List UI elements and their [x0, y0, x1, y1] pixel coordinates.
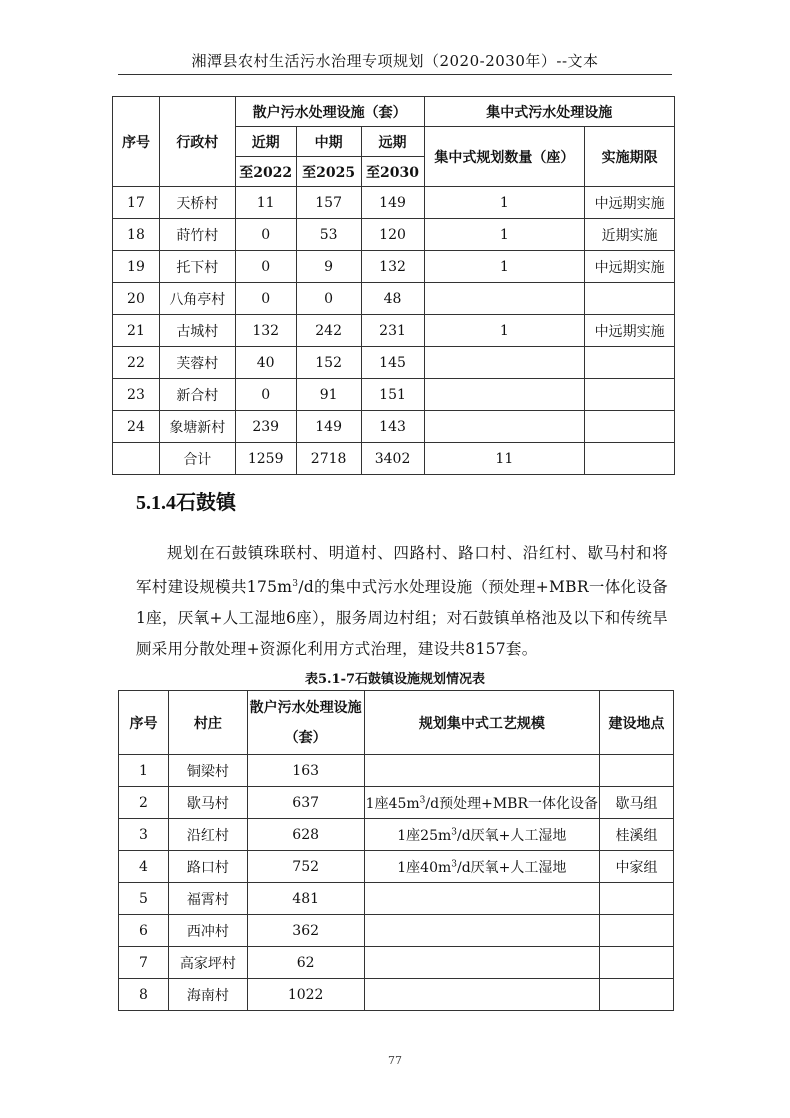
cell-units: 362: [247, 915, 364, 947]
cell-mid: 9: [296, 251, 361, 283]
process-p_post: /d预处理+MBR一体化设备: [425, 795, 598, 812]
cell-mid: 91: [296, 379, 361, 411]
total-near: 1259: [235, 443, 296, 475]
col-header-long-term: 远期: [361, 127, 424, 157]
cell-mid: 0: [296, 283, 361, 315]
col-header-village: 行政村: [159, 97, 235, 187]
process-p_pre: 1座45m: [365, 795, 420, 812]
col-header-near-term: 近期: [235, 127, 296, 157]
cell-process: [364, 915, 600, 947]
village-facility-table: [112, 96, 675, 475]
process-p_sup: 3: [451, 858, 457, 869]
cell-near: 0: [235, 219, 296, 251]
cell-site: [600, 755, 674, 787]
cell-near: 239: [235, 411, 296, 443]
table-caption: 表5.1-7石鼓镇设施规划情况表: [304, 672, 486, 687]
total-no: [113, 443, 160, 475]
cell-no: 21: [113, 315, 160, 347]
paragraph-text-end: /d的集中式污水处理设施（预处理+MBR一体化设备1座，厌氧+人工湿地6座），服务周边村组；对石鼓镇单格池及以下和传统旱厕采用分散处理+资源化利用方式治理，建设共8157套。: [136, 578, 668, 659]
header-divider: [118, 74, 672, 75]
cell-period: 中远期实施: [585, 251, 675, 283]
cell-far: 151: [361, 379, 424, 411]
table-row: [119, 819, 674, 851]
col-header-process: 规划集中式工艺规模: [364, 691, 600, 755]
process-p_post: /d厌氧+人工湿地: [456, 859, 567, 876]
cell-count: 1: [424, 251, 585, 283]
cell-no: 19: [113, 251, 160, 283]
table-row: [113, 283, 675, 315]
total-period: [585, 443, 675, 475]
cell-process: [364, 787, 600, 819]
process-p_post: /d厌氧+人工湿地: [456, 827, 567, 844]
cell-far: 231: [361, 315, 424, 347]
cell-site: [600, 947, 674, 979]
cell-process: [364, 979, 600, 1011]
table-row: [113, 251, 675, 283]
table-row: [119, 915, 674, 947]
cell-units: 62: [247, 947, 364, 979]
cell-count: 1: [424, 187, 585, 219]
cell-mid: 157: [296, 187, 361, 219]
cell-no: 23: [113, 379, 160, 411]
cell-no: 7: [119, 947, 169, 979]
section-paragraph: [136, 538, 668, 665]
cell-count: [424, 379, 585, 411]
cell-name: 象塘新村: [159, 411, 235, 443]
cell-name: 芙蓉村: [159, 347, 235, 379]
cell-count: 1: [424, 219, 585, 251]
cell-name: 天桥村: [159, 187, 235, 219]
cell-process: [364, 851, 600, 883]
cell-no: 3: [119, 819, 169, 851]
cell-period: 近期实施: [585, 219, 675, 251]
total-count: 11: [424, 443, 585, 475]
col-header-dispersed: 散户污水处理设施（套）: [235, 97, 424, 127]
cell-name: 高家坪村: [168, 947, 247, 979]
cell-mid: 152: [296, 347, 361, 379]
col-header-centralized: 集中式污水处理设施: [424, 97, 675, 127]
col-header-mid-year: 至2025: [296, 157, 361, 187]
cell-mid: 242: [296, 315, 361, 347]
cell-no: 8: [119, 979, 169, 1011]
cell-no: 20: [113, 283, 160, 315]
cell-count: [424, 283, 585, 315]
cell-units: 481: [247, 883, 364, 915]
total-label: 合计: [159, 443, 235, 475]
cell-name: 海南村: [168, 979, 247, 1011]
cell-far: 120: [361, 219, 424, 251]
table-row: [113, 347, 675, 379]
cell-process: [364, 755, 600, 787]
cell-no: 22: [113, 347, 160, 379]
col-header-count: 集中式规划数量（座）: [424, 127, 585, 187]
cell-process: [364, 947, 600, 979]
cell-no: 18: [113, 219, 160, 251]
table-row: [119, 947, 674, 979]
table-row: [119, 851, 674, 883]
shigu-facility-table: [118, 690, 674, 1011]
cell-name: 沿红村: [168, 819, 247, 851]
table-total-row: [113, 443, 675, 475]
col-header-dispersed-line2: （套）: [284, 729, 327, 746]
col-header-long-year: 至2030: [361, 157, 424, 187]
col-header-dispersed: [247, 691, 364, 755]
cell-site: [600, 979, 674, 1011]
cell-near: 0: [235, 251, 296, 283]
col-header-period: 实施期限: [585, 127, 675, 187]
cell-name: 新合村: [159, 379, 235, 411]
col-header-site: 建设地点: [600, 691, 674, 755]
cell-far: 132: [361, 251, 424, 283]
cell-far: 143: [361, 411, 424, 443]
col-header-dispersed-line1: 散户污水处理设施: [249, 699, 362, 716]
section-title: 5.1.4石鼓镇: [136, 492, 236, 514]
cell-no: 4: [119, 851, 169, 883]
col-header-no: 序号: [119, 691, 169, 755]
cell-units: 637: [247, 787, 364, 819]
cell-name: 歇马村: [168, 787, 247, 819]
cell-name: 古城村: [159, 315, 235, 347]
cell-name: 铜梁村: [168, 755, 247, 787]
cell-near: 132: [235, 315, 296, 347]
table-row: [119, 755, 674, 787]
cell-far: 149: [361, 187, 424, 219]
process-p_sup: 3: [451, 826, 457, 837]
cell-period: [585, 379, 675, 411]
cell-name: 福霄村: [168, 883, 247, 915]
cell-mid: 53: [296, 219, 361, 251]
process-p_pre: 1座40m: [397, 859, 452, 876]
process-p_sup: 3: [419, 794, 426, 805]
cell-units: 1022: [247, 979, 364, 1011]
cell-site: 歇马组: [600, 787, 674, 819]
cell-count: [424, 347, 585, 379]
col-header-no: 序号: [113, 97, 160, 187]
cell-no: 24: [113, 411, 160, 443]
cell-no: 2: [119, 787, 169, 819]
cell-near: 0: [235, 379, 296, 411]
table-row: [119, 883, 674, 915]
paragraph-superscript: 3: [292, 579, 299, 589]
process-p_pre: 1座25m: [397, 827, 452, 844]
cell-site: 中家组: [600, 851, 674, 883]
total-mid: 2718: [296, 443, 361, 475]
table-row: [113, 315, 675, 347]
paragraph-text-start: 规划在石鼓镇珠联村、明道村、四路村、路口村、沿红村、歇马村和将军村建设规模共175m: [136, 544, 668, 597]
cell-name: 托下村: [159, 251, 235, 283]
table-row: [113, 187, 675, 219]
cell-name: 西冲村: [168, 915, 247, 947]
table-row: [119, 979, 674, 1011]
cell-units: 163: [247, 755, 364, 787]
cell-process: [364, 883, 600, 915]
cell-no: 5: [119, 883, 169, 915]
cell-period: [585, 411, 675, 443]
cell-period: [585, 283, 675, 315]
table-row: [113, 219, 675, 251]
cell-near: 40: [235, 347, 296, 379]
cell-units: 752: [247, 851, 364, 883]
cell-count: 1: [424, 315, 585, 347]
cell-period: 中远期实施: [585, 187, 675, 219]
cell-near: 11: [235, 187, 296, 219]
table-row: [113, 379, 675, 411]
cell-name: 路口村: [168, 851, 247, 883]
cell-units: 628: [247, 819, 364, 851]
page-header: 湘潭县农村生活污水治理专项规划（2020-2030年）--文本: [191, 52, 599, 70]
cell-process: [364, 819, 600, 851]
col-header-mid-term: 中期: [296, 127, 361, 157]
cell-no: 1: [119, 755, 169, 787]
col-header-near-year: 至2022: [235, 157, 296, 187]
cell-site: 桂溪组: [600, 819, 674, 851]
cell-count: [424, 411, 585, 443]
cell-name: 八角亭村: [159, 283, 235, 315]
cell-site: [600, 883, 674, 915]
cell-period: 中远期实施: [585, 315, 675, 347]
cell-mid: 149: [296, 411, 361, 443]
table-row: [119, 787, 674, 819]
col-header-village: 村庄: [168, 691, 247, 755]
page-number: 77: [388, 1054, 402, 1067]
cell-far: 145: [361, 347, 424, 379]
cell-no: 6: [119, 915, 169, 947]
cell-no: 17: [113, 187, 160, 219]
table-row: [113, 411, 675, 443]
cell-period: [585, 347, 675, 379]
cell-far: 48: [361, 283, 424, 315]
cell-site: [600, 915, 674, 947]
cell-near: 0: [235, 283, 296, 315]
total-far: 3402: [361, 443, 424, 475]
cell-name: 莳竹村: [159, 219, 235, 251]
